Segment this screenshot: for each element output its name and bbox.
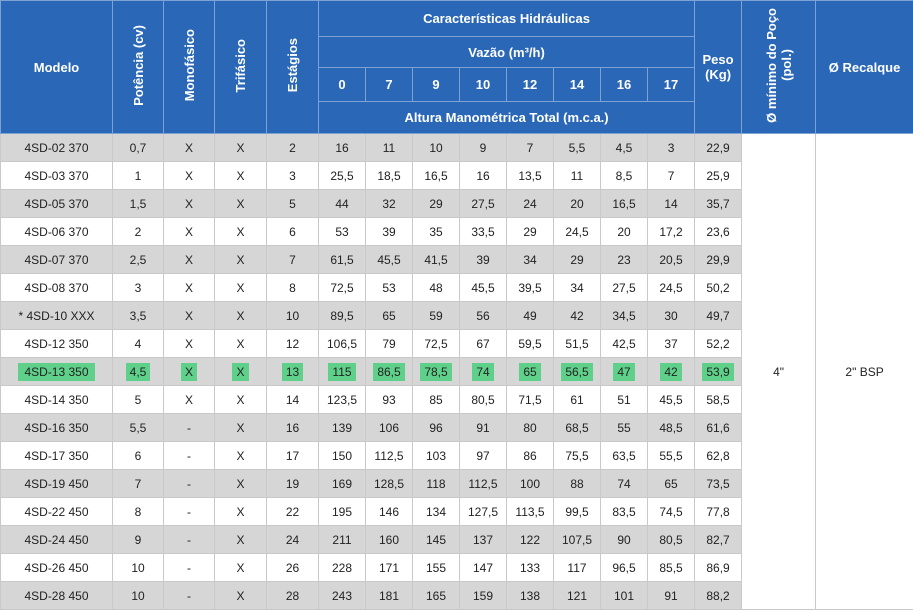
cell-altura: 13,5: [507, 162, 554, 190]
cell-peso: 25,9: [695, 162, 742, 190]
cell-peso: 61,6: [695, 414, 742, 442]
cell-altura: 56,5: [554, 358, 601, 386]
cell-altura: 51: [601, 386, 648, 414]
cell-altura: 37: [648, 330, 695, 358]
cell-altura: 83,5: [601, 498, 648, 526]
cell-altura: 34: [507, 246, 554, 274]
cell-peso: 77,8: [695, 498, 742, 526]
cell-altura: 59: [413, 302, 460, 330]
cell-altura: 29: [507, 218, 554, 246]
cell-altura: 72,5: [413, 330, 460, 358]
cell-altura: 33,5: [460, 218, 507, 246]
cell-peso: 88,2: [695, 582, 742, 610]
cell-trifasico: X: [215, 134, 267, 162]
cell-altura: 74: [601, 470, 648, 498]
cell-altura: 11: [554, 162, 601, 190]
cell-altura: 103: [413, 442, 460, 470]
cell-trifasico: X: [215, 414, 267, 442]
cell-altura: 147: [460, 554, 507, 582]
cell-peso: 82,7: [695, 526, 742, 554]
cell-altura: 159: [460, 582, 507, 610]
cell-modelo: 4SD-24 450: [1, 526, 113, 554]
cell-potencia: 2,5: [113, 246, 164, 274]
cell-estagios: 10: [267, 302, 319, 330]
cell-altura: 106: [366, 414, 413, 442]
cell-altura: 75,5: [554, 442, 601, 470]
cell-altura: 20,5: [648, 246, 695, 274]
cell-modelo: 4SD-06 370: [1, 218, 113, 246]
cell-altura: 24: [507, 190, 554, 218]
cell-estagios: 12: [267, 330, 319, 358]
cell-altura: 68,5: [554, 414, 601, 442]
cell-monofasico: -: [164, 442, 215, 470]
cell-altura: 45,5: [460, 274, 507, 302]
cell-monofasico: -: [164, 498, 215, 526]
cell-altura: 4,5: [601, 134, 648, 162]
cell-altura: 41,5: [413, 246, 460, 274]
cell-altura: 48: [413, 274, 460, 302]
cell-modelo: 4SD-19 450: [1, 470, 113, 498]
cell-altura: 123,5: [319, 386, 366, 414]
cell-altura: 91: [648, 582, 695, 610]
cell-potencia: 9: [113, 526, 164, 554]
cell-altura: 5,5: [554, 134, 601, 162]
cell-altura: 128,5: [366, 470, 413, 498]
cell-altura: 86: [507, 442, 554, 470]
cell-peso: 53,9: [695, 358, 742, 386]
cell-altura: 79: [366, 330, 413, 358]
cell-altura: 10: [413, 134, 460, 162]
cell-estagios: 8: [267, 274, 319, 302]
cell-peso: 86,9: [695, 554, 742, 582]
cell-estagios: 26: [267, 554, 319, 582]
cell-monofasico: X: [164, 386, 215, 414]
cell-altura: 55: [601, 414, 648, 442]
cell-estagios: 6: [267, 218, 319, 246]
cell-estagios: 14: [267, 386, 319, 414]
cell-potencia: 4: [113, 330, 164, 358]
cell-altura: 107,5: [554, 526, 601, 554]
cell-potencia: 2: [113, 218, 164, 246]
cell-altura: 228: [319, 554, 366, 582]
col-header-trifasico: Trifásico: [215, 1, 267, 134]
cell-altura: 90: [601, 526, 648, 554]
cell-potencia: 6: [113, 442, 164, 470]
cell-altura: 30: [648, 302, 695, 330]
cell-potencia: 10: [113, 554, 164, 582]
cell-altura: 127,5: [460, 498, 507, 526]
cell-altura: 29: [554, 246, 601, 274]
cell-altura: 106,5: [319, 330, 366, 358]
cell-altura: 195: [319, 498, 366, 526]
cell-potencia: 10: [113, 582, 164, 610]
cell-altura: 89,5: [319, 302, 366, 330]
cell-altura: 45,5: [648, 386, 695, 414]
cell-altura: 139: [319, 414, 366, 442]
cell-altura: 63,5: [601, 442, 648, 470]
cell-peso: 73,5: [695, 470, 742, 498]
cell-trifasico: X: [215, 526, 267, 554]
col-header-potencia: Potência (cv): [113, 1, 164, 134]
cell-altura: 14: [648, 190, 695, 218]
cell-altura: 101: [601, 582, 648, 610]
cell-altura: 169: [319, 470, 366, 498]
cell-altura: 121: [554, 582, 601, 610]
cell-estagios: 2: [267, 134, 319, 162]
cell-estagios: 3: [267, 162, 319, 190]
cell-altura: 42: [648, 358, 695, 386]
cell-monofasico: X: [164, 162, 215, 190]
cell-altura: 56: [460, 302, 507, 330]
cell-altura: 145: [413, 526, 460, 554]
cell-altura: 24,5: [648, 274, 695, 302]
cell-modelo: 4SD-02 370: [1, 134, 113, 162]
cell-altura: 112,5: [460, 470, 507, 498]
cell-monofasico: -: [164, 470, 215, 498]
cell-altura: 45,5: [366, 246, 413, 274]
cell-altura: 44: [319, 190, 366, 218]
cell-altura: 8,5: [601, 162, 648, 190]
cell-modelo: 4SD-07 370: [1, 246, 113, 274]
cell-altura: 47: [601, 358, 648, 386]
cell-altura: 165: [413, 582, 460, 610]
cell-monofasico: X: [164, 302, 215, 330]
cell-altura: 91: [460, 414, 507, 442]
col-header-caracteristicas: Características Hidráulicas: [319, 1, 695, 37]
cell-altura: 20: [601, 218, 648, 246]
cell-modelo: 4SD-16 350: [1, 414, 113, 442]
cell-altura: 117: [554, 554, 601, 582]
col-header-poco: Ø mínimo do Poço (pol.): [742, 1, 816, 134]
cell-trifasico: X: [215, 162, 267, 190]
cell-modelo: 4SD-17 350: [1, 442, 113, 470]
cell-estagios: 13: [267, 358, 319, 386]
cell-monofasico: X: [164, 358, 215, 386]
cell-potencia: 1: [113, 162, 164, 190]
cell-peso: 62,8: [695, 442, 742, 470]
cell-monofasico: X: [164, 190, 215, 218]
cell-peso: 22,9: [695, 134, 742, 162]
col-header-recalque: Ø Recalque: [816, 1, 913, 134]
cell-poco-minimo: 4": [742, 134, 816, 610]
cell-altura: 171: [366, 554, 413, 582]
cell-altura: 118: [413, 470, 460, 498]
cell-altura: 138: [507, 582, 554, 610]
cell-monofasico: X: [164, 246, 215, 274]
cell-altura: 42,5: [601, 330, 648, 358]
flow-header-cell: 16: [601, 68, 648, 102]
cell-altura: 211: [319, 526, 366, 554]
cell-altura: 27,5: [460, 190, 507, 218]
cell-altura: 243: [319, 582, 366, 610]
cell-potencia: 5,5: [113, 414, 164, 442]
cell-altura: 74: [460, 358, 507, 386]
cell-modelo: 4SD-05 370: [1, 190, 113, 218]
cell-altura: 133: [507, 554, 554, 582]
cell-altura: 39: [460, 246, 507, 274]
cell-altura: 85: [413, 386, 460, 414]
cell-monofasico: -: [164, 582, 215, 610]
cell-modelo: 4SD-13 350: [1, 358, 113, 386]
cell-altura: 80,5: [648, 526, 695, 554]
cell-peso: 58,5: [695, 386, 742, 414]
cell-altura: 49: [507, 302, 554, 330]
cell-altura: 112,5: [366, 442, 413, 470]
cell-altura: 155: [413, 554, 460, 582]
flow-header-cell: 9: [413, 68, 460, 102]
table-row: [1, 134, 913, 162]
cell-altura: 67: [460, 330, 507, 358]
cell-altura: 74,5: [648, 498, 695, 526]
cell-altura: 122: [507, 526, 554, 554]
cell-altura: 20: [554, 190, 601, 218]
cell-potencia: 0,7: [113, 134, 164, 162]
cell-altura: 35: [413, 218, 460, 246]
cell-estagios: 7: [267, 246, 319, 274]
cell-altura: 16,5: [601, 190, 648, 218]
cell-estagios: 17: [267, 442, 319, 470]
cell-estagios: 5: [267, 190, 319, 218]
cell-altura: 32: [366, 190, 413, 218]
cell-peso: 23,6: [695, 218, 742, 246]
cell-trifasico: X: [215, 470, 267, 498]
cell-modelo: * 4SD-10 XXX: [1, 302, 113, 330]
cell-monofasico: X: [164, 330, 215, 358]
cell-altura: 3: [648, 134, 695, 162]
cell-altura: 113,5: [507, 498, 554, 526]
cell-altura: 7: [648, 162, 695, 190]
cell-altura: 39,5: [507, 274, 554, 302]
cell-altura: 80,5: [460, 386, 507, 414]
cell-trifasico: X: [215, 218, 267, 246]
cell-modelo: 4SD-28 450: [1, 582, 113, 610]
cell-altura: 181: [366, 582, 413, 610]
cell-monofasico: X: [164, 218, 215, 246]
cell-potencia: 8: [113, 498, 164, 526]
cell-monofasico: -: [164, 554, 215, 582]
cell-potencia: 1,5: [113, 190, 164, 218]
cell-altura: 134: [413, 498, 460, 526]
cell-altura: 100: [507, 470, 554, 498]
cell-potencia: 7: [113, 470, 164, 498]
cell-altura: 96,5: [601, 554, 648, 582]
cell-altura: 80: [507, 414, 554, 442]
cell-potencia: 5: [113, 386, 164, 414]
cell-altura: 53: [366, 274, 413, 302]
cell-altura: 42: [554, 302, 601, 330]
cell-altura: 97: [460, 442, 507, 470]
cell-altura: 25,5: [319, 162, 366, 190]
cell-altura: 7: [507, 134, 554, 162]
cell-altura: 34: [554, 274, 601, 302]
col-header-vazao: Vazão (m³/h): [319, 37, 695, 68]
col-header-peso: Peso (Kg): [695, 1, 742, 134]
cell-altura: 96: [413, 414, 460, 442]
cell-altura: 150: [319, 442, 366, 470]
cell-peso: 49,7: [695, 302, 742, 330]
cell-altura: 146: [366, 498, 413, 526]
cell-trifasico: X: [215, 582, 267, 610]
cell-altura: 59,5: [507, 330, 554, 358]
cell-potencia: 3: [113, 274, 164, 302]
cell-altura: 16,5: [413, 162, 460, 190]
cell-altura: 65: [648, 470, 695, 498]
cell-altura: 78,5: [413, 358, 460, 386]
cell-modelo: 4SD-08 370: [1, 274, 113, 302]
cell-peso: 50,2: [695, 274, 742, 302]
cell-altura: 24,5: [554, 218, 601, 246]
col-header-monofasico: Monofásico: [164, 1, 215, 134]
cell-altura: 27,5: [601, 274, 648, 302]
cell-altura: 71,5: [507, 386, 554, 414]
cell-altura: 65: [507, 358, 554, 386]
cell-potencia: 3,5: [113, 302, 164, 330]
cell-trifasico: X: [215, 498, 267, 526]
cell-monofasico: X: [164, 134, 215, 162]
cell-estagios: 16: [267, 414, 319, 442]
cell-altura: 61,5: [319, 246, 366, 274]
cell-altura: 16: [319, 134, 366, 162]
cell-altura: 18,5: [366, 162, 413, 190]
cell-modelo: 4SD-22 450: [1, 498, 113, 526]
col-header-altura: Altura Manométrica Total (m.c.a.): [319, 102, 695, 134]
flow-header-cell: 0: [319, 68, 366, 102]
cell-estagios: 22: [267, 498, 319, 526]
cell-altura: 11: [366, 134, 413, 162]
flow-header-cell: 17: [648, 68, 695, 102]
cell-altura: 39: [366, 218, 413, 246]
cell-altura: 65: [366, 302, 413, 330]
flow-header-cell: 7: [366, 68, 413, 102]
cell-altura: 53: [319, 218, 366, 246]
cell-altura: 85,5: [648, 554, 695, 582]
cell-estagios: 24: [267, 526, 319, 554]
cell-trifasico: X: [215, 358, 267, 386]
col-header-modelo: Modelo: [1, 1, 113, 134]
cell-trifasico: X: [215, 554, 267, 582]
cell-altura: 34,5: [601, 302, 648, 330]
cell-modelo: 4SD-03 370: [1, 162, 113, 190]
flow-header-cell: 10: [460, 68, 507, 102]
cell-altura: 29: [413, 190, 460, 218]
cell-estagios: 19: [267, 470, 319, 498]
cell-estagios: 28: [267, 582, 319, 610]
cell-altura: 160: [366, 526, 413, 554]
cell-trifasico: X: [215, 386, 267, 414]
cell-trifasico: X: [215, 246, 267, 274]
cell-trifasico: X: [215, 302, 267, 330]
cell-altura: 115: [319, 358, 366, 386]
cell-modelo: 4SD-26 450: [1, 554, 113, 582]
cell-altura: 51,5: [554, 330, 601, 358]
cell-modelo: 4SD-12 350: [1, 330, 113, 358]
cell-altura: 16: [460, 162, 507, 190]
cell-altura: 17,2: [648, 218, 695, 246]
cell-altura: 72,5: [319, 274, 366, 302]
cell-trifasico: X: [215, 442, 267, 470]
cell-recalque: 2" BSP: [816, 134, 913, 610]
cell-trifasico: X: [215, 330, 267, 358]
cell-peso: 52,2: [695, 330, 742, 358]
cell-altura: 55,5: [648, 442, 695, 470]
cell-modelo: 4SD-14 350: [1, 386, 113, 414]
cell-altura: 61: [554, 386, 601, 414]
cell-monofasico: X: [164, 274, 215, 302]
cell-trifasico: X: [215, 190, 267, 218]
cell-monofasico: -: [164, 414, 215, 442]
cell-altura: 86,5: [366, 358, 413, 386]
cell-trifasico: X: [215, 274, 267, 302]
flow-header-cell: 14: [554, 68, 601, 102]
cell-altura: 88: [554, 470, 601, 498]
cell-altura: 23: [601, 246, 648, 274]
cell-altura: 93: [366, 386, 413, 414]
cell-peso: 29,9: [695, 246, 742, 274]
flow-header-cell: 12: [507, 68, 554, 102]
cell-altura: 99,5: [554, 498, 601, 526]
cell-altura: 48,5: [648, 414, 695, 442]
cell-monofasico: -: [164, 526, 215, 554]
col-header-estagios: Estágios: [267, 1, 319, 134]
cell-altura: 9: [460, 134, 507, 162]
cell-potencia: 4,5: [113, 358, 164, 386]
cell-peso: 35,7: [695, 190, 742, 218]
cell-altura: 137: [460, 526, 507, 554]
